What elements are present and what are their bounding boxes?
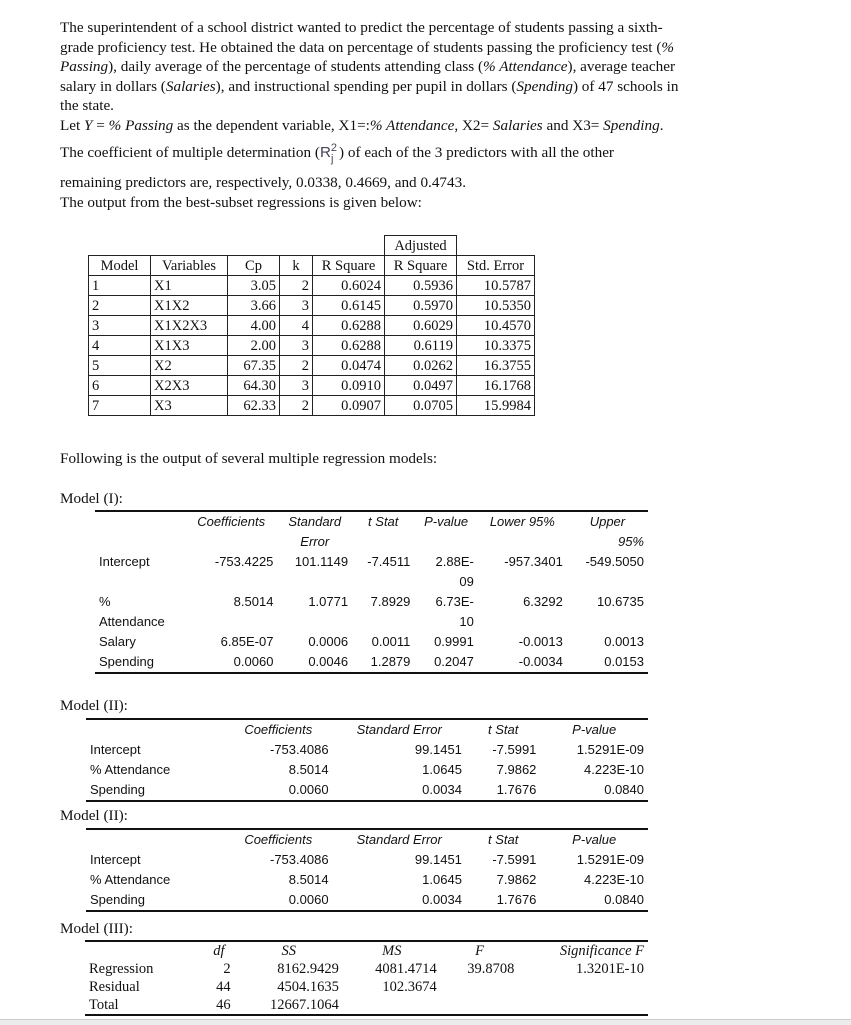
- table-cell: 10.5350: [457, 296, 535, 316]
- table-cell: 4.00: [228, 316, 280, 336]
- table-row: [89, 336, 535, 356]
- table-cell: 0.6145: [313, 296, 385, 316]
- table-cell: 16.1768: [457, 376, 535, 396]
- table-cell: 2: [280, 276, 313, 296]
- text: The coefficient of multiple determination (: [60, 144, 320, 161]
- table-cell: 0.6288: [313, 336, 385, 356]
- table-cell: 1: [89, 276, 151, 296]
- text: ) of 47 schools in the state.: [60, 77, 679, 114]
- text: Salaries: [492, 116, 543, 134]
- table-cell: 1.3201E-10: [575, 961, 644, 977]
- table-cell: 0.6288: [313, 316, 385, 336]
- model3-table: [85, 940, 648, 1016]
- table-cell: [518, 978, 648, 996]
- table-cell: 7: [89, 396, 151, 416]
- table-cell: [441, 978, 519, 996]
- table-row: [86, 870, 648, 890]
- table-row: [95, 552, 648, 572]
- table-cell: 1.5291E-09: [576, 852, 644, 867]
- table-row: [85, 978, 648, 996]
- model2-table-repeat: [86, 828, 648, 912]
- table-cell: X2X3: [151, 376, 228, 396]
- header-cell: R Square: [385, 256, 457, 276]
- header-row: [89, 256, 535, 276]
- table-cell: Spending: [86, 890, 224, 911]
- intro-section: [60, 18, 690, 212]
- table-cell: 10.3375: [457, 336, 535, 356]
- table-cell: Spending: [95, 652, 185, 673]
- table-cell: 2: [89, 296, 151, 316]
- table-cell: [277, 572, 352, 592]
- table-cell: 99.1451: [414, 742, 462, 757]
- model1-table: [95, 510, 648, 674]
- table-cell: 10.4570: [457, 316, 535, 336]
- table-cell: -753.4086: [270, 852, 329, 867]
- table-cell: 0.0034: [333, 890, 466, 911]
- table-cell: 0.2047: [414, 652, 477, 673]
- table-cell: Attendance: [99, 614, 165, 629]
- table-cell: X1: [151, 276, 228, 296]
- table-cell: 0.0060: [224, 780, 333, 801]
- table-row: [86, 850, 648, 870]
- table-cell: Intercept: [99, 554, 150, 569]
- table-cell: [277, 612, 352, 632]
- table-cell: 0.0046: [277, 652, 352, 673]
- text: Salaries: [165, 77, 216, 95]
- header-cell: P-value: [414, 511, 477, 532]
- text: The output from the best-subset regressions is given below:: [60, 193, 422, 211]
- table-cell: -957.3401: [504, 554, 563, 569]
- table-row: [95, 572, 648, 592]
- table-row: [86, 780, 648, 801]
- table-cell: % Attendance: [90, 872, 171, 887]
- table-cell: [478, 572, 567, 592]
- table-cell: 3: [280, 296, 313, 316]
- header-cell: Std. Error: [457, 256, 535, 276]
- model2-label: Model (II):: [60, 697, 128, 714]
- table-cell: 10.5787: [457, 276, 535, 296]
- table-row: [95, 652, 648, 673]
- text: ), daily average of the percentage of students attending class (: [108, 58, 484, 75]
- text: and X3=: [542, 116, 604, 134]
- table-cell: 46: [203, 996, 235, 1015]
- header-cell: Standard: [277, 511, 352, 532]
- table-cell: 0.0840: [540, 890, 648, 911]
- text: Spending: [603, 116, 660, 134]
- table-cell: [343, 996, 441, 1015]
- header-cell: R Square: [313, 256, 385, 276]
- horizontal-scrollbar[interactable]: [0, 1019, 851, 1025]
- text: ), average teacher salary in dollars (: [60, 58, 676, 95]
- text: remaining predictors are, respectively, 0.0338, 0.4669, and 0.4743.: [60, 174, 467, 191]
- table-cell: X2: [151, 356, 228, 376]
- table-cell: 0.0497: [385, 376, 457, 396]
- text: .: [659, 116, 664, 134]
- r2-statement: [60, 143, 690, 163]
- table-cell: 2: [223, 961, 231, 977]
- r2-values: [60, 173, 690, 212]
- table-cell: [95, 572, 185, 592]
- text: ), and instructional spending per pupil in dollars (: [215, 77, 517, 95]
- text: j: [330, 153, 334, 165]
- table-cell: 3: [280, 336, 313, 356]
- text: % Attendance: [483, 58, 568, 75]
- table-cell: [567, 612, 648, 632]
- table-cell: [567, 572, 648, 592]
- header-cell: 95%: [617, 534, 644, 549]
- header-cell: k: [280, 256, 313, 276]
- problem-statement: [60, 18, 690, 135]
- table-cell: X1X3: [151, 336, 228, 356]
- table-cell: -0.0034: [478, 652, 567, 673]
- table-cell: X1X2: [151, 296, 228, 316]
- table-cell: 0.0705: [385, 396, 457, 416]
- table-cell: Residual: [89, 979, 140, 995]
- table-cell: [352, 612, 414, 632]
- table-cell: 0.0153: [567, 652, 648, 673]
- table-cell: 6.73E-: [435, 594, 474, 609]
- text: 2: [330, 141, 338, 154]
- text: % Attendance: [369, 116, 455, 134]
- header-cell: P-value: [540, 719, 648, 740]
- table-cell: 10.6735: [597, 594, 644, 609]
- header-cell: Error: [300, 534, 330, 549]
- table-cell: Salary: [99, 634, 136, 649]
- header-cell: Lower 95%: [478, 511, 567, 532]
- table-cell: 3.05: [228, 276, 280, 296]
- table-cell: 39.8708: [467, 961, 515, 977]
- header-cell: MS: [343, 941, 441, 960]
- table-row: [89, 296, 535, 316]
- table-row: [86, 760, 648, 780]
- header-cell: Variables: [151, 256, 228, 276]
- header-cell: df: [203, 941, 235, 960]
- text: R: [319, 144, 331, 161]
- text: ) of each of the 3 predictors with all the other: [339, 144, 614, 161]
- table-cell: 0.0907: [313, 396, 385, 416]
- table-cell: [185, 572, 278, 592]
- table-cell: 2.88E-: [435, 554, 474, 569]
- table-cell: X1X2X3: [151, 316, 228, 336]
- header-cell: Standard Error: [333, 719, 466, 740]
- table-cell: 8.5014: [288, 762, 329, 777]
- table-cell: -7.5991: [492, 852, 537, 867]
- table-cell: 1.0645: [422, 762, 462, 777]
- header-cell: SS: [235, 941, 343, 960]
- table-cell: 4: [89, 336, 151, 356]
- text: Spending: [516, 77, 573, 95]
- header-cell: Coefficients: [224, 829, 333, 850]
- text: , X2=: [454, 116, 493, 134]
- header-adjusted: Adjusted: [385, 236, 457, 256]
- model2-table: [86, 718, 648, 802]
- table-cell: 3.66: [228, 296, 280, 316]
- table-cell: 99.1451: [414, 852, 462, 867]
- text: as the dependent variable, X1=:: [173, 116, 370, 134]
- table-row: [85, 996, 648, 1015]
- text: =: [92, 116, 109, 134]
- table-cell: 4504.1635: [277, 979, 339, 995]
- table-cell: 4.223E-10: [584, 762, 644, 777]
- table-cell: Total: [85, 996, 203, 1015]
- text: Let: [60, 116, 85, 134]
- best-subset-table: [88, 235, 535, 416]
- table-row: [95, 632, 648, 652]
- table-cell: -7.4511: [367, 554, 411, 569]
- model1-label: Model (I):: [60, 490, 123, 507]
- header-cell: t Stat: [466, 829, 540, 850]
- table-cell: 0.0262: [385, 356, 457, 376]
- table-cell: 44: [216, 979, 231, 995]
- table-cell: 2: [280, 356, 313, 376]
- table-cell: 0.6024: [313, 276, 385, 296]
- table-cell: -7.5991: [492, 742, 537, 757]
- table-cell: [478, 612, 567, 632]
- header-cell: Model: [89, 256, 151, 276]
- table-cell: 0.5970: [385, 296, 457, 316]
- table-cell: 3: [89, 316, 151, 336]
- table-cell: 0.0006: [308, 634, 349, 649]
- table-cell: 0.0910: [313, 376, 385, 396]
- table-cell: X3: [151, 396, 228, 416]
- table-cell: 8.5014: [233, 594, 274, 609]
- table-cell: 7.9862: [496, 872, 537, 887]
- table-cell: [518, 996, 648, 1015]
- text: Y: [84, 116, 93, 134]
- table-cell: 0.6119: [385, 336, 457, 356]
- table-cell: 0.9991: [434, 634, 474, 649]
- header-cell: Standard Error: [333, 829, 466, 850]
- table-row: [89, 356, 535, 376]
- header-cell: Upper: [567, 511, 648, 532]
- text: The superintendent of a school district wanted to predict the percentage of students passing a sixth-grade proficiency test. He obtained the data on percentage of students passing the proficiency test (: [60, 19, 663, 56]
- table-cell: 64.30: [228, 376, 280, 396]
- table-cell: 7.9862: [496, 762, 537, 777]
- table-cell: 5: [89, 356, 151, 376]
- table-cell: 1.7676: [466, 780, 540, 801]
- table-cell: 7.8929: [370, 594, 411, 609]
- table-row: [89, 276, 535, 296]
- table-row: [89, 396, 535, 416]
- table-cell: 6.3292: [523, 594, 563, 609]
- table-cell: 0.0034: [333, 780, 466, 801]
- table-cell: 10: [459, 614, 474, 629]
- table-row: [95, 612, 648, 632]
- text: % Passing: [60, 38, 675, 75]
- table-cell: 1.0645: [422, 872, 462, 887]
- table-cell: Spending: [86, 780, 224, 801]
- text: % Passing: [108, 116, 174, 134]
- table-cell: 1.2879: [352, 652, 414, 673]
- table-cell: 4081.4714: [375, 961, 437, 977]
- table-cell: 0.0013: [604, 634, 644, 649]
- header-cell: Coefficients: [224, 719, 333, 740]
- table-cell: 0.0011: [371, 634, 411, 649]
- table-cell: % Attendance: [90, 762, 171, 777]
- table-cell: 6: [89, 376, 151, 396]
- table-cell: 4.223E-10: [584, 872, 644, 887]
- table-cell: Regression: [89, 961, 154, 977]
- table-cell: -549.5050: [585, 554, 644, 569]
- table-cell: 1.5291E-09: [576, 742, 644, 757]
- table-cell: 101.1149: [294, 554, 349, 569]
- table-cell: 0.5936: [385, 276, 457, 296]
- table-row: [86, 890, 648, 911]
- table-cell: -753.4225: [214, 554, 274, 569]
- table-cell: -0.0013: [518, 634, 563, 649]
- table-cell: 0.0474: [313, 356, 385, 376]
- table-row: [89, 376, 535, 396]
- table-cell: 0.6029: [385, 316, 457, 336]
- header-cell: Coefficients: [185, 511, 278, 532]
- header-cell: F: [441, 941, 519, 960]
- table-cell: 2: [280, 396, 313, 416]
- table-cell: -753.4086: [270, 742, 329, 757]
- table-cell: [352, 572, 414, 592]
- table-cell: 09: [459, 574, 474, 589]
- table-cell: 3: [280, 376, 313, 396]
- table-cell: [441, 996, 519, 1015]
- table-cell: 15.9984: [457, 396, 535, 416]
- table-cell: 0.0840: [540, 780, 648, 801]
- table-cell: 2.00: [228, 336, 280, 356]
- table-cell: 67.35: [228, 356, 280, 376]
- table-cell: 102.3674: [382, 979, 437, 995]
- table-cell: 1.7676: [466, 890, 540, 911]
- table-cell: 1.0771: [308, 594, 349, 609]
- header-cell: P-value: [540, 829, 648, 850]
- table-cell: 4: [280, 316, 313, 336]
- table-cell: 12667.1064: [235, 996, 343, 1015]
- model2-label-repeat: Model (II):: [60, 807, 128, 824]
- table-cell: %: [99, 594, 111, 609]
- table-cell: Intercept: [90, 742, 141, 757]
- model3-label: Model (III):: [60, 920, 133, 937]
- table-cell: 0.0060: [185, 652, 278, 673]
- r2-symbol: [320, 143, 339, 163]
- table-cell: 6.85E-07: [220, 634, 274, 649]
- header-cell: Significance F: [518, 941, 648, 960]
- table-cell: Intercept: [90, 852, 141, 867]
- header-cell: t Stat: [466, 719, 540, 740]
- table-row: [85, 960, 648, 978]
- header-cell: Cp: [228, 256, 280, 276]
- table-cell: 62.33: [228, 396, 280, 416]
- table-row: [86, 740, 648, 760]
- table-cell: 8162.9429: [277, 961, 339, 977]
- table-row: [89, 316, 535, 336]
- table-cell: [185, 612, 278, 632]
- table-cell: 8.5014: [288, 872, 329, 887]
- table-cell: 0.0060: [224, 890, 333, 911]
- header-cell: t Stat: [352, 511, 414, 532]
- table-row: [95, 592, 648, 612]
- following-text: Following is the output of several multiple regression models:: [60, 450, 438, 467]
- table-cell: 16.3755: [457, 356, 535, 376]
